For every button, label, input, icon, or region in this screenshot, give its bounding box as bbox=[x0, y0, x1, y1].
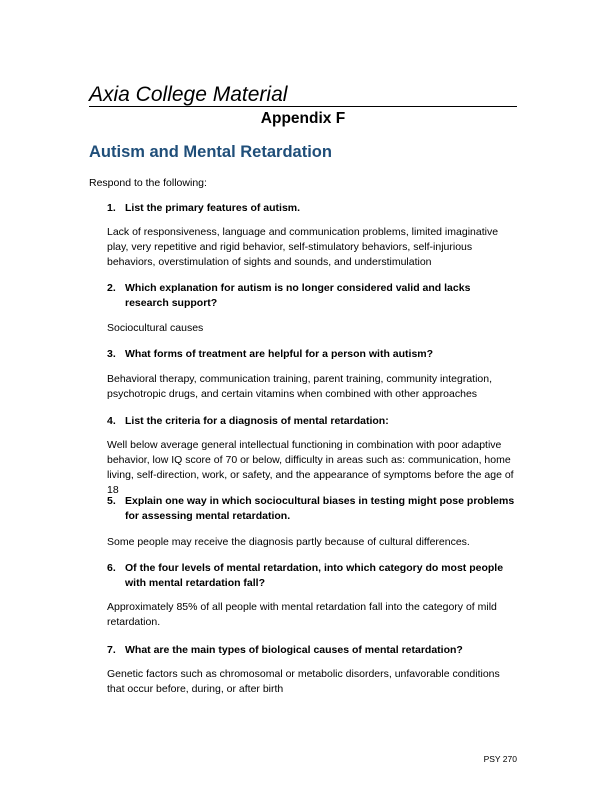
question-text: List the criteria for a diagnosis of mental retardation: bbox=[125, 415, 389, 427]
question-number: 4. bbox=[107, 415, 116, 427]
answer-7: Genetic factors such as chromosomal or metabolic disorders, unfavorable conditions that occur before, during, or after birth bbox=[107, 668, 500, 695]
question-number: 3. bbox=[107, 348, 116, 360]
answer-5: Some people may receive the diagnosis partly because of cultural differences. bbox=[107, 536, 470, 548]
question-text: Explain one way in which sociocultural biases in testing might pose problems for assessing mental retardation. bbox=[125, 495, 515, 522]
question-6 bbox=[107, 561, 517, 590]
footer-course-code: PSY 270 bbox=[483, 754, 517, 764]
question-number: 1. bbox=[107, 202, 116, 214]
answer-2: Sociocultural causes bbox=[107, 322, 204, 334]
question-text: Which explanation for autism is no longer considered valid and lacks research support? bbox=[125, 282, 471, 309]
header-title: Axia College Material bbox=[89, 83, 288, 106]
appendix-heading: Appendix F bbox=[260, 110, 346, 127]
question-4 bbox=[107, 414, 517, 429]
question-number: 6. bbox=[107, 562, 116, 574]
question-3 bbox=[107, 347, 517, 362]
question-5 bbox=[107, 494, 517, 523]
answer-4: Well below average general intellectual functioning in combination with poor adaptive behavior, low IQ score of 70 or below, difficulty in areas such as: communication, home living, self-direction, work, or safety, and the appearance of symptoms before the age of 18 bbox=[107, 439, 514, 496]
question-text: What are the main types of biological causes of mental retardation? bbox=[125, 644, 463, 656]
header-divider bbox=[89, 106, 517, 107]
answer-3: Behavioral therapy, communication training, parent training, community integration, psychotropic drugs, and certain vitamins when combined with other approaches bbox=[107, 373, 493, 400]
question-7 bbox=[107, 643, 517, 658]
question-number: 7. bbox=[107, 644, 116, 656]
answer-6: Approximately 85% of all people with mental retardation fall into the category of mild retardation. bbox=[107, 601, 497, 628]
question-1 bbox=[107, 201, 517, 216]
section-title: Autism and Mental Retardation bbox=[89, 143, 332, 161]
question-text: Of the four levels of mental retardation, into which category do most people with mental retardation fall? bbox=[125, 562, 504, 589]
question-2 bbox=[107, 281, 517, 310]
question-text: What forms of treatment are helpful for a person with autism? bbox=[125, 348, 434, 360]
question-number: 5. bbox=[107, 495, 116, 507]
answer-1: Lack of responsiveness, language and communication problems, limited imaginative play, very repetitive and rigid behavior, self-stimulatory behaviors, self-injurious behaviors, overstimulation of sights and sounds, and understimulation bbox=[107, 226, 499, 268]
intro-text: Respond to the following: bbox=[89, 177, 207, 189]
question-text: List the primary features of autism. bbox=[125, 202, 301, 214]
question-number: 2. bbox=[107, 282, 116, 294]
